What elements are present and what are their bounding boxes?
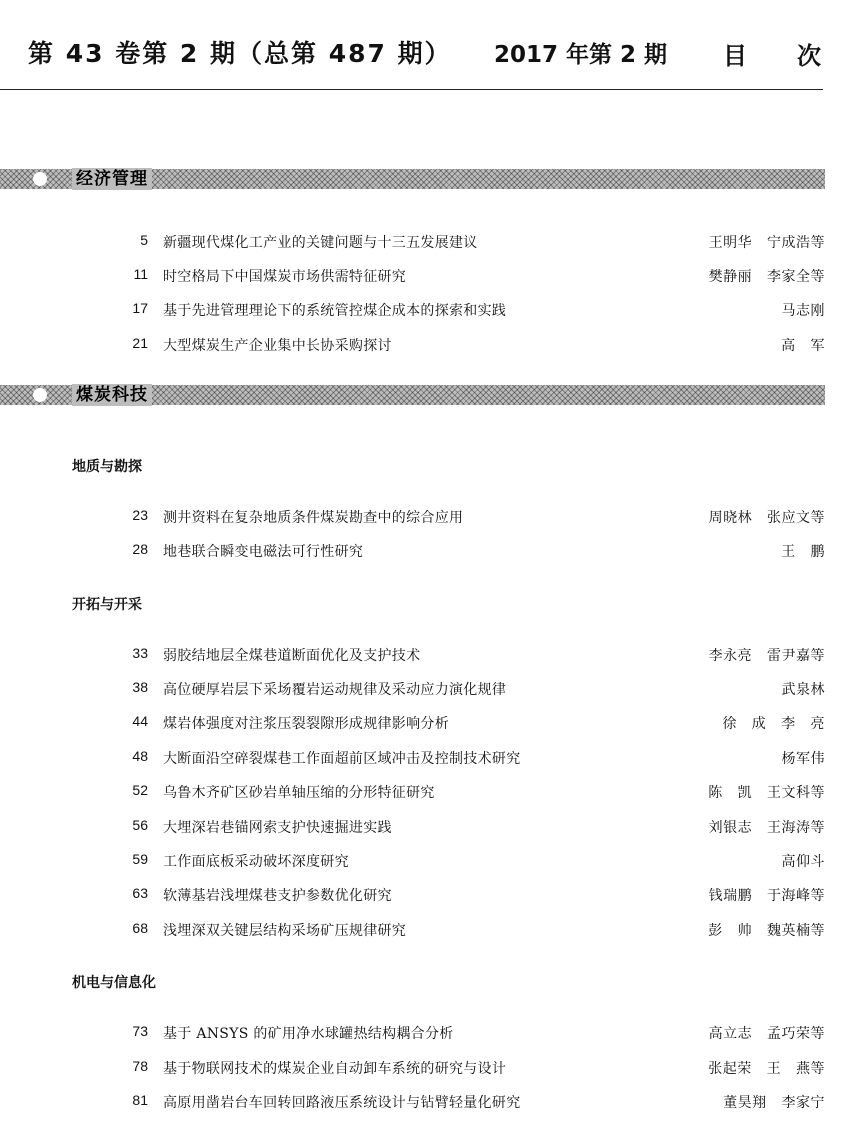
entry-page: 59 bbox=[132, 851, 148, 867]
entry-page: 11 bbox=[133, 266, 148, 282]
page-header bbox=[0, 0, 853, 92]
entry-title: 地巷联合瞬变电磁法可行性研究 bbox=[163, 544, 364, 560]
entry-title: 浅埋深双关键层结构采场矿压规律研究 bbox=[163, 923, 407, 939]
entry-page: 23 bbox=[132, 507, 148, 523]
entry-title: 基于物联网技术的煤炭企业自动卸车系统的研究与设计 bbox=[163, 1061, 507, 1077]
toc-label-ci: 次 bbox=[797, 42, 821, 70]
section-title: 经济管理 bbox=[72, 168, 152, 190]
toc-entry[interactable] bbox=[0, 541, 853, 563]
entry-title: 大型煤炭生产企业集中长协采购探讨 bbox=[163, 338, 392, 354]
entry-authors: 王 鹏 bbox=[781, 544, 825, 560]
section-title: 煤炭科技 bbox=[72, 384, 152, 406]
toc-entry[interactable] bbox=[0, 817, 853, 839]
entry-authors: 王明华 宁成浩等 bbox=[708, 235, 825, 251]
toc-entry[interactable] bbox=[0, 232, 853, 254]
toc-entry[interactable] bbox=[0, 851, 853, 873]
entry-title: 测井资料在复杂地质条件煤炭勘查中的综合应用 bbox=[163, 510, 464, 526]
toc-entry[interactable] bbox=[0, 1023, 853, 1045]
entry-page: 33 bbox=[132, 645, 148, 661]
volume-issue: 第 43 卷第 2 期（总第 487 期） bbox=[28, 39, 452, 68]
entry-title: 乌鲁木齐矿区砂岩单轴压缩的分形特征研究 bbox=[163, 785, 435, 801]
entry-title: 高原用凿岩台车回转回路液压系统设计与钻臂轻量化研究 bbox=[163, 1095, 521, 1111]
entry-authors: 樊静丽 李家全等 bbox=[708, 269, 825, 285]
entry-authors: 高 军 bbox=[781, 338, 825, 354]
toc-label-mu: 目 bbox=[723, 42, 747, 70]
toc-entry[interactable] bbox=[0, 1092, 853, 1114]
toc-entry[interactable] bbox=[0, 1058, 853, 1080]
entry-page: 73 bbox=[132, 1023, 148, 1039]
entry-authors: 马志刚 bbox=[781, 303, 825, 319]
toc-entry[interactable] bbox=[0, 713, 853, 735]
entry-page: 48 bbox=[132, 748, 148, 764]
toc-entry[interactable] bbox=[0, 782, 853, 804]
entry-page: 78 bbox=[132, 1058, 148, 1074]
entry-authors: 张起荣 王 燕等 bbox=[708, 1061, 825, 1077]
entry-title: 新疆现代煤化工产业的关键问题与十三五发展建议 bbox=[163, 235, 478, 251]
entry-authors: 徐 成 李 亮 bbox=[722, 716, 825, 732]
toc-entry[interactable] bbox=[0, 507, 853, 529]
bullet-dot-icon bbox=[33, 172, 47, 186]
subsection-heading: 机电与信息化 bbox=[72, 975, 156, 991]
toc-entry[interactable] bbox=[0, 885, 853, 907]
entry-page: 21 bbox=[132, 335, 148, 351]
entry-page: 5 bbox=[140, 232, 148, 248]
entry-authors: 杨军伟 bbox=[781, 751, 825, 767]
bullet-dot-icon bbox=[33, 388, 47, 402]
entry-page: 52 bbox=[132, 782, 148, 798]
toc-entry[interactable] bbox=[0, 300, 853, 322]
entry-authors: 高立志 孟巧荣等 bbox=[708, 1026, 825, 1042]
entry-authors: 董昊翔 李家宁 bbox=[723, 1095, 825, 1111]
entry-title: 弱胶结地层全煤巷道断面优化及支护技术 bbox=[163, 648, 421, 664]
header-divider bbox=[0, 89, 823, 90]
entry-title: 大埋深岩巷锚网索支护快速掘进实践 bbox=[163, 820, 392, 836]
entry-authors: 李永亮 雷尹嘉等 bbox=[708, 648, 825, 664]
entry-page: 38 bbox=[132, 679, 148, 695]
section-band-coal-tech bbox=[0, 385, 825, 405]
entry-title: 煤岩体强度对注浆压裂裂隙形成规律影响分析 bbox=[163, 716, 449, 732]
section-band-economic bbox=[0, 169, 825, 189]
entry-title: 高位硬厚岩层下采场覆岩运动规律及采动应力演化规律 bbox=[163, 682, 507, 698]
toc-entry[interactable] bbox=[0, 679, 853, 701]
entry-page: 56 bbox=[132, 817, 148, 833]
entry-title: 时空格局下中国煤炭市场供需特征研究 bbox=[163, 269, 407, 285]
entry-authors: 武泉林 bbox=[781, 682, 825, 698]
year-issue: 2017 年第 2 期 bbox=[494, 42, 668, 68]
subsection-heading: 开拓与开采 bbox=[72, 597, 142, 613]
entry-authors: 钱瑞鹏 于海峰等 bbox=[708, 888, 825, 904]
entry-page: 44 bbox=[132, 713, 148, 729]
toc-entry[interactable] bbox=[0, 266, 853, 288]
toc-entry[interactable] bbox=[0, 645, 853, 667]
entry-authors: 周晓林 张应文等 bbox=[708, 510, 825, 526]
entry-title: 基于 ANSYS 的矿用净水球罐热结构耦合分析 bbox=[163, 1026, 454, 1042]
entry-page: 68 bbox=[132, 920, 148, 936]
entry-title: 基于先进管理理论下的系统管控煤企成本的探索和实践 bbox=[163, 303, 507, 319]
toc-entry[interactable] bbox=[0, 335, 853, 357]
entry-page: 17 bbox=[132, 300, 148, 316]
subsection-heading: 地质与勘探 bbox=[72, 459, 142, 475]
entry-authors: 刘银志 王海涛等 bbox=[708, 820, 825, 836]
entry-title: 工作面底板采动破坏深度研究 bbox=[163, 854, 349, 870]
entry-title: 软薄基岩浅埋煤巷支护参数优化研究 bbox=[163, 888, 392, 904]
entry-title: 大断面沿空碎裂煤巷工作面超前区域冲击及控制技术研究 bbox=[163, 751, 521, 767]
toc-entry[interactable] bbox=[0, 748, 853, 770]
entry-page: 28 bbox=[132, 541, 148, 557]
entry-authors: 高仰斗 bbox=[781, 854, 825, 870]
entry-page: 81 bbox=[132, 1092, 148, 1108]
entry-authors: 彭 帅 魏英楠等 bbox=[708, 923, 825, 939]
entry-authors: 陈 凯 王文科等 bbox=[708, 785, 825, 801]
entry-page: 63 bbox=[132, 885, 148, 901]
toc-entry[interactable] bbox=[0, 920, 853, 942]
